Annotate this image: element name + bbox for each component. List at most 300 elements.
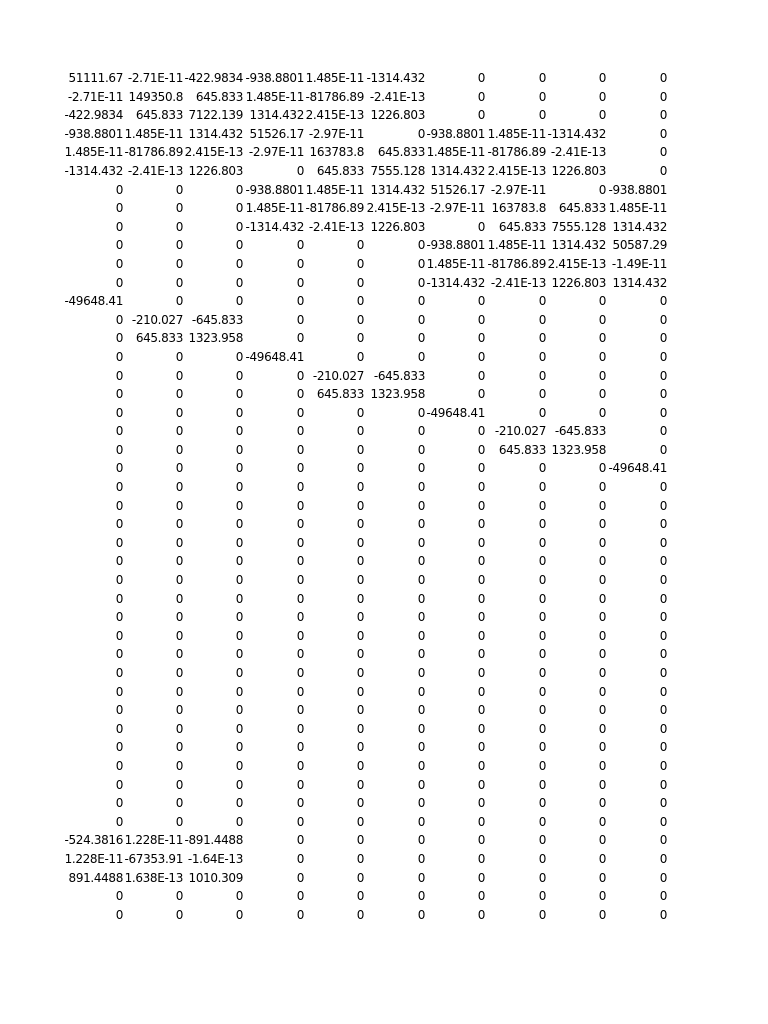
table-cell: 0 [296, 424, 304, 439]
table-cell: 0 [356, 349, 364, 364]
table-cell: 0 [115, 517, 123, 532]
table-cell: 0 [175, 777, 183, 792]
table-cell: 0 [296, 610, 304, 625]
table-cell: 0 [659, 814, 667, 829]
table-cell: 0 [417, 294, 425, 309]
table-cell: 0 [115, 740, 123, 755]
table-cell: -210.027 [131, 312, 183, 327]
table-cell: 0 [115, 480, 123, 495]
table-cell: -2.71E-11 [127, 71, 183, 85]
table-row [0, 515, 768, 534]
table-cell: 0 [235, 275, 243, 290]
table-cell: 51526.17 [430, 182, 485, 197]
table-cell: 0 [296, 554, 304, 569]
table-cell: 0 [477, 610, 485, 625]
table-cell: 0 [175, 424, 183, 439]
table-cell: 0 [296, 628, 304, 643]
table-cell: -645.833 [554, 424, 606, 439]
table-cell: 0 [296, 368, 304, 383]
table-cell: 0 [538, 405, 546, 420]
table-cell: 0 [477, 71, 485, 85]
table-row [0, 459, 768, 478]
table-cell: 1.485E-11 [64, 145, 123, 160]
table-cell: 0 [115, 201, 123, 216]
table-cell: 1226.803 [370, 108, 425, 123]
table-cell: 0 [659, 349, 667, 364]
table-cell: 0 [175, 628, 183, 643]
table-cell: 0 [598, 740, 606, 755]
table-cell: -938.8801 [245, 71, 304, 85]
table-cell: 0 [538, 517, 546, 532]
table-cell: 0 [659, 294, 667, 309]
table-cell: 0 [115, 628, 123, 643]
table-cell: 0 [598, 405, 606, 420]
table-cell: 0 [235, 684, 243, 699]
table-cell: 0 [175, 275, 183, 290]
table-cell: 1.485E-11 [608, 201, 667, 216]
table-cell: 0 [235, 703, 243, 718]
table-cell: 0 [659, 591, 667, 606]
table-cell: 0 [235, 907, 243, 922]
table-cell: 0 [296, 758, 304, 773]
table-cell: 1323.958 [551, 442, 606, 457]
table-cell: 2.415E-13 [547, 256, 606, 271]
table-cell: -2.97E-11 [248, 145, 304, 160]
table-cell: 0 [477, 889, 485, 904]
table-cell: 0 [175, 480, 183, 495]
table-cell: 0 [538, 461, 546, 476]
table-cell: -49648.41 [426, 405, 485, 420]
table-cell: 645.833 [558, 201, 606, 216]
table-cell: 0 [115, 256, 123, 271]
table-cell: 0 [417, 591, 425, 606]
table-row [0, 887, 768, 906]
table-cell: 0 [296, 740, 304, 755]
table-cell: 0 [235, 424, 243, 439]
table-cell: 0 [538, 628, 546, 643]
table-cell: 0 [235, 387, 243, 402]
table-cell: 0 [175, 703, 183, 718]
table-cell: 0 [175, 349, 183, 364]
table-cell: 0 [356, 591, 364, 606]
table-cell: 0 [235, 517, 243, 532]
table-cell: 0 [598, 368, 606, 383]
table-row [0, 683, 768, 702]
table-cell: 0 [477, 349, 485, 364]
table-cell: 1226.803 [370, 219, 425, 234]
table-row [0, 162, 768, 181]
table-cell: 0 [235, 219, 243, 234]
table-cell: 0 [175, 238, 183, 253]
table-cell: 891.4488 [68, 870, 123, 885]
table-cell: 0 [417, 647, 425, 662]
table-cell: 0 [175, 442, 183, 457]
table-cell: 0 [296, 777, 304, 792]
table-cell: 0 [235, 442, 243, 457]
table-cell: 0 [659, 573, 667, 588]
table-cell: 0 [356, 480, 364, 495]
table-cell: 0 [115, 238, 123, 253]
table-cell: 0 [356, 833, 364, 848]
table-cell: 0 [538, 870, 546, 885]
table-cell: 0 [115, 703, 123, 718]
table-cell: 0 [598, 480, 606, 495]
table-cell: 0 [417, 238, 425, 253]
table-cell: 0 [296, 796, 304, 811]
table-cell: 0 [659, 498, 667, 513]
table-cell: 0 [538, 610, 546, 625]
table-cell: 51526.17 [249, 126, 304, 141]
table-cell: 1.485E-11 [487, 238, 546, 253]
table-cell: -938.8801 [426, 238, 485, 253]
table-cell: -2.97E-11 [490, 182, 546, 197]
table-cell: 0 [477, 517, 485, 532]
table-row [0, 813, 768, 832]
table-cell: 1.485E-11 [305, 71, 364, 85]
table-cell: 0 [417, 610, 425, 625]
table-cell: 0 [356, 461, 364, 476]
table-cell: 1314.432 [612, 219, 667, 234]
table-cell: 0 [417, 907, 425, 922]
table-cell: 0 [417, 461, 425, 476]
table-cell: 0 [296, 442, 304, 457]
table-cell: 0 [477, 740, 485, 755]
table-cell: 0 [235, 405, 243, 420]
table-cell: -524.3816 [64, 833, 123, 848]
table-cell: 0 [115, 684, 123, 699]
table-cell: 0 [417, 275, 425, 290]
table-cell: 0 [477, 591, 485, 606]
table-cell: 0 [477, 814, 485, 829]
table-cell: 0 [296, 721, 304, 736]
table-row [0, 106, 768, 125]
table-cell: -49648.41 [64, 294, 123, 309]
table-row [0, 757, 768, 776]
table-cell: 0 [659, 851, 667, 866]
table-cell: 0 [235, 349, 243, 364]
table-cell: 0 [356, 312, 364, 327]
table-cell: 0 [115, 535, 123, 550]
table-cell: 0 [115, 666, 123, 680]
table-cell: 0 [296, 498, 304, 513]
table-cell: 0 [296, 517, 304, 532]
table-cell: 0 [417, 442, 425, 457]
table-cell: 0 [296, 331, 304, 346]
table-cell: 0 [538, 851, 546, 866]
table-cell: 0 [235, 201, 243, 216]
table-cell: 0 [417, 126, 425, 141]
table-cell: 0 [659, 870, 667, 885]
table-cell: 1.485E-11 [124, 126, 183, 141]
table-cell: 0 [417, 498, 425, 513]
table-cell: 0 [115, 758, 123, 773]
table-cell: 0 [296, 851, 304, 866]
table-cell: 0 [598, 610, 606, 625]
table-cell: 0 [356, 405, 364, 420]
table-cell: 0 [417, 349, 425, 364]
table-cell: 0 [356, 628, 364, 643]
table-cell: 0 [417, 256, 425, 271]
table-cell: 0 [538, 108, 546, 123]
table-cell: -81786.89 [487, 145, 546, 160]
table-cell: 0 [296, 238, 304, 253]
table-row [0, 552, 768, 571]
table-cell: 0 [598, 387, 606, 402]
table-cell: 1.485E-11 [245, 201, 304, 216]
table-cell: 149350.8 [128, 89, 183, 104]
table-cell: 0 [356, 796, 364, 811]
table-cell: 0 [417, 889, 425, 904]
table-cell: 0 [477, 647, 485, 662]
table-cell: 0 [296, 387, 304, 402]
table-cell: 1323.958 [188, 331, 243, 346]
table-cell: 0 [538, 498, 546, 513]
table-cell: 0 [296, 833, 304, 848]
table-row [0, 590, 768, 609]
table-cell: 0 [659, 442, 667, 457]
table-cell: 0 [538, 480, 546, 495]
table-cell: 0 [296, 461, 304, 476]
table-cell: 0 [175, 684, 183, 699]
table-cell: 0 [598, 851, 606, 866]
table-row [0, 311, 768, 330]
table-row [0, 831, 768, 850]
table-row [0, 645, 768, 664]
table-cell: 0 [356, 777, 364, 792]
table-cell: 0 [417, 573, 425, 588]
table-cell: 0 [598, 312, 606, 327]
table-cell: 0 [115, 312, 123, 327]
table-cell: 0 [235, 758, 243, 773]
table-row [0, 404, 768, 423]
table-cell: 51111.67 [68, 71, 123, 85]
table-cell: 0 [477, 312, 485, 327]
table-cell: 0 [235, 498, 243, 513]
table-cell: 0 [115, 275, 123, 290]
table-cell: 1.228E-11 [124, 833, 183, 848]
table-cell: 0 [296, 480, 304, 495]
table-row [0, 292, 768, 311]
table-cell: 0 [598, 535, 606, 550]
table-cell: 0 [659, 684, 667, 699]
table-cell: 0 [115, 387, 123, 402]
table-cell: 0 [296, 256, 304, 271]
table-cell: 1.485E-11 [487, 126, 546, 141]
table-cell: -2.71E-11 [67, 89, 123, 104]
table-row [0, 367, 768, 386]
table-cell: 0 [356, 442, 364, 457]
table-cell: 0 [659, 796, 667, 811]
table-cell: 0 [175, 610, 183, 625]
table-row [0, 701, 768, 720]
table-cell: 0 [175, 666, 183, 680]
table-cell: 2.415E-13 [487, 163, 546, 178]
table-row [0, 664, 768, 683]
table-cell: 0 [659, 554, 667, 569]
table-cell: 0 [417, 405, 425, 420]
table-cell: 0 [659, 610, 667, 625]
table-cell: 0 [356, 498, 364, 513]
table-cell: 0 [538, 796, 546, 811]
table-cell: 0 [296, 870, 304, 885]
table-cell: 0 [356, 684, 364, 699]
table-cell: 0 [477, 870, 485, 885]
table-cell: 0 [356, 573, 364, 588]
table-cell: 0 [175, 740, 183, 755]
table-cell: -2.41E-13 [550, 145, 606, 160]
table-cell: -938.8801 [608, 182, 667, 197]
table-cell: 0 [235, 796, 243, 811]
table-row [0, 869, 768, 888]
table-cell: 0 [115, 219, 123, 234]
table-cell: 0 [659, 777, 667, 792]
table-cell: 0 [477, 368, 485, 383]
table-cell: 0 [659, 126, 667, 141]
table-cell: 0 [538, 740, 546, 755]
table-cell: 0 [477, 424, 485, 439]
table-cell: 0 [235, 740, 243, 755]
table-cell: 0 [598, 498, 606, 513]
table-cell: 0 [538, 666, 546, 680]
table-row [0, 125, 768, 144]
table-cell: 0 [235, 238, 243, 253]
table-cell: 0 [115, 814, 123, 829]
table-cell: -49648.41 [608, 461, 667, 476]
table-cell: -210.027 [312, 368, 364, 383]
table-row [0, 738, 768, 757]
table-cell: 0 [477, 461, 485, 476]
table-cell: -422.9834 [64, 108, 123, 123]
table-cell: 0 [659, 833, 667, 848]
table-cell: 0 [417, 480, 425, 495]
table-cell: 0 [659, 628, 667, 643]
table-cell: 0 [598, 517, 606, 532]
table-cell: -1314.432 [366, 71, 425, 85]
table-cell: -938.8801 [64, 126, 123, 141]
table-cell: 0 [296, 163, 304, 178]
table-cell: 0 [538, 368, 546, 383]
table-cell: -210.027 [494, 424, 546, 439]
table-cell: 0 [115, 442, 123, 457]
table-cell: 0 [598, 591, 606, 606]
table-cell: 0 [538, 591, 546, 606]
table-cell: 645.833 [135, 331, 183, 346]
table-cell: 1314.432 [612, 275, 667, 290]
table-cell: 0 [417, 703, 425, 718]
table-cell: 0 [598, 461, 606, 476]
table-cell: 0 [175, 758, 183, 773]
table-cell: 0 [175, 907, 183, 922]
table-cell: 0 [175, 182, 183, 197]
table-cell: 0 [417, 833, 425, 848]
table-cell: 1.228E-11 [64, 851, 123, 866]
table-cell: 0 [235, 591, 243, 606]
table-cell: 0 [175, 201, 183, 216]
table-cell: 645.833 [316, 387, 364, 402]
table-cell: 0 [417, 535, 425, 550]
table-cell: 0 [175, 219, 183, 234]
table-row [0, 441, 768, 460]
table-row [0, 181, 768, 200]
table-cell: 0 [477, 777, 485, 792]
table-cell: 0 [477, 758, 485, 773]
table-row [0, 385, 768, 404]
table-cell: 0 [477, 684, 485, 699]
table-cell: 0 [356, 535, 364, 550]
table-cell: 0 [175, 535, 183, 550]
table-cell: 7555.128 [551, 219, 606, 234]
table-cell: 0 [115, 498, 123, 513]
table-cell: 0 [356, 517, 364, 532]
table-cell: 0 [598, 870, 606, 885]
table-cell: 0 [477, 833, 485, 848]
table-cell: 0 [659, 907, 667, 922]
table-cell: 0 [598, 182, 606, 197]
table-cell: 0 [175, 647, 183, 662]
table-cell: 0 [598, 889, 606, 904]
table-row [0, 199, 768, 218]
table-cell: 0 [115, 610, 123, 625]
table-cell: 0 [659, 312, 667, 327]
table-cell: 0 [659, 424, 667, 439]
table-cell: 0 [175, 461, 183, 476]
table-cell: 0 [477, 703, 485, 718]
table-cell: 1226.803 [188, 163, 243, 178]
table-cell: -645.833 [373, 368, 425, 383]
table-cell: 0 [235, 535, 243, 550]
table-cell: 645.833 [498, 219, 546, 234]
table-cell: 0 [538, 889, 546, 904]
table-cell: -67353.91 [124, 851, 183, 866]
table-cell: 0 [659, 387, 667, 402]
table-cell: 0 [538, 647, 546, 662]
table-cell: -1314.432 [64, 163, 123, 178]
table-cell: 0 [417, 758, 425, 773]
table-cell: 0 [356, 814, 364, 829]
table-cell: 0 [598, 349, 606, 364]
table-cell: 0 [598, 833, 606, 848]
table-cell: 0 [235, 666, 243, 680]
table-cell: 0 [538, 294, 546, 309]
table-cell: 0 [356, 554, 364, 569]
table-cell: 0 [296, 814, 304, 829]
table-cell: 0 [356, 889, 364, 904]
table-cell: 0 [477, 442, 485, 457]
table-cell: -1.64E-13 [187, 851, 243, 866]
table-cell: 0 [659, 145, 667, 160]
table-cell: -2.41E-13 [490, 275, 546, 290]
table-cell: 0 [477, 108, 485, 123]
table-cell: 1314.432 [188, 126, 243, 141]
table-cell: -938.8801 [426, 126, 485, 141]
table-cell: -2.97E-11 [308, 126, 364, 141]
table-cell: 7122.139 [188, 108, 243, 123]
table-row [0, 850, 768, 869]
table-row [0, 218, 768, 237]
table-cell: 0 [477, 628, 485, 643]
table-cell: 0 [538, 71, 546, 85]
table-cell: 0 [477, 89, 485, 104]
table-cell: 0 [296, 405, 304, 420]
table-cell: 0 [175, 554, 183, 569]
table-cell: -891.4488 [184, 833, 243, 848]
table-row [0, 255, 768, 274]
table-row [0, 720, 768, 739]
table-cell: 0 [598, 554, 606, 569]
table-cell: 0 [477, 666, 485, 680]
table-row [0, 571, 768, 590]
table-cell: 0 [477, 907, 485, 922]
